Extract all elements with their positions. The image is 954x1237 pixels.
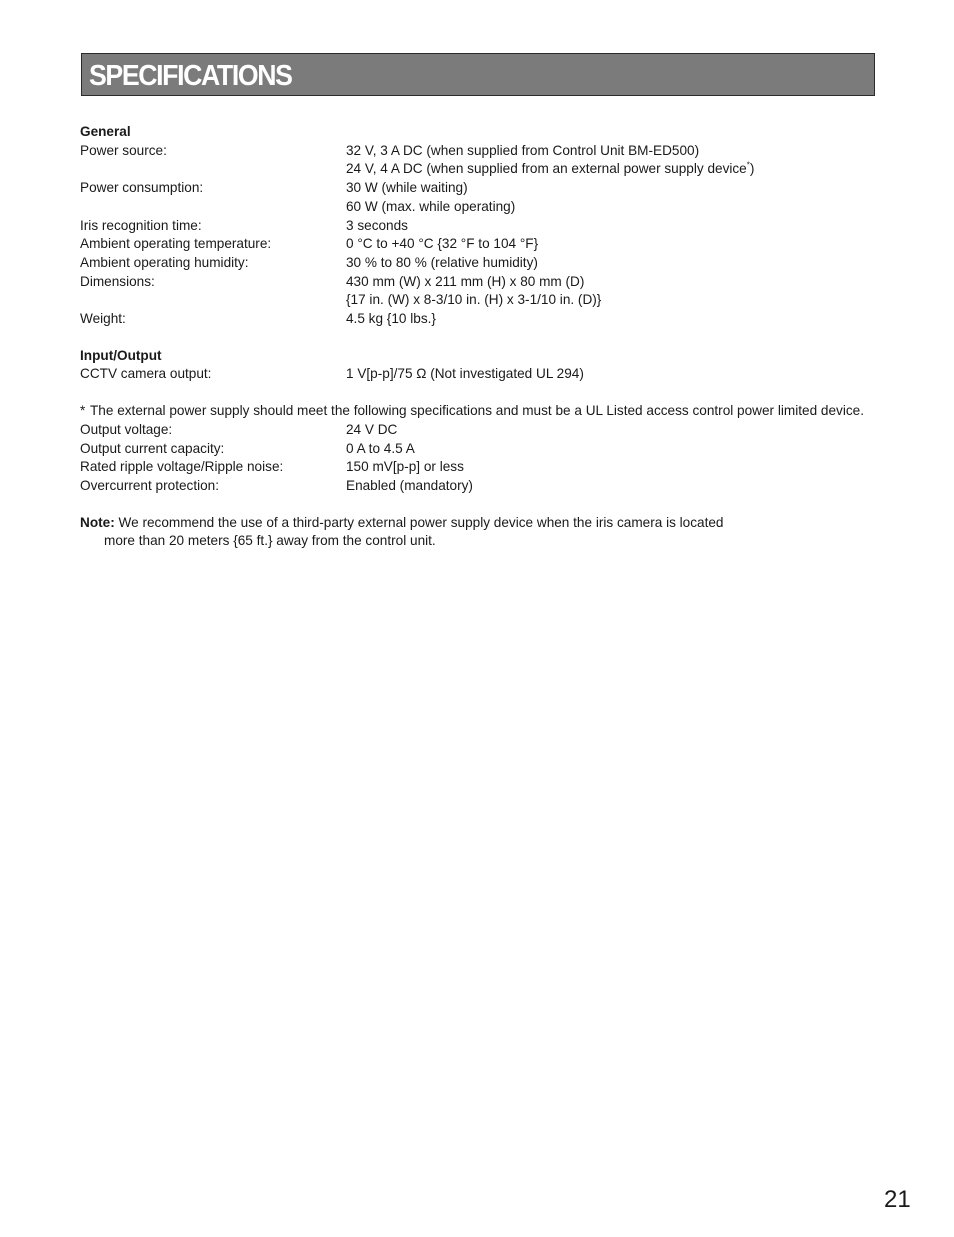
spec-row-output-current-capacity — [80, 440, 880, 459]
spec-row-output-voltage — [80, 421, 880, 440]
spec-value-line — [346, 160, 880, 179]
spec-value-line: 4.5 kg {10 lbs.} — [346, 311, 436, 327]
general-heading: General — [80, 124, 131, 139]
spec-row-operating-temperature — [80, 235, 880, 254]
spec-row-ripple-noise — [80, 458, 880, 477]
spec-value — [346, 365, 880, 384]
spec-row-cctv-camera-output — [80, 365, 880, 384]
spec-value — [346, 179, 880, 216]
footnote — [80, 402, 880, 421]
spec-value: 24 V DC — [346, 421, 398, 437]
spec-row-power-consumption — [80, 179, 880, 216]
spec-label: Rated ripple voltage/Ripple noise: — [80, 459, 284, 475]
footnote-text: The external power supply should meet the following specifications and must be a UL Listed access control power limited device. — [90, 403, 864, 419]
spec-value — [346, 142, 880, 179]
note-line: more than 20 meters {65 ft.} away from the control unit. — [104, 533, 436, 549]
spec-row-overcurrent-protection — [80, 477, 880, 496]
spec-label: Weight: — [80, 311, 126, 327]
spec-row-iris-recognition-time — [80, 217, 880, 236]
spec-row-dimensions — [80, 273, 880, 310]
spec-label: CCTV camera output: — [80, 366, 212, 382]
spec-label: Iris recognition time: — [80, 217, 202, 233]
spec-label: Overcurrent protection: — [80, 477, 220, 493]
note-line — [80, 514, 880, 533]
section-header-bar — [81, 53, 875, 96]
note-label: Note: — [80, 514, 115, 530]
spec-value — [346, 273, 880, 310]
footnote-marker: * — [746, 160, 750, 170]
note-text: We recommend the use of a third-party external power supply device when the iris camera is located — [118, 514, 724, 530]
spec-value — [346, 235, 880, 254]
spec-value-line: 30 % to 80 % (relative humidity) — [346, 254, 538, 270]
spec-value — [346, 217, 880, 236]
section-spacer — [80, 329, 880, 347]
spec-value: 0 A to 4.5 A — [346, 440, 415, 456]
spec-label: Ambient operating temperature: — [80, 236, 272, 252]
spec-value: 150 mV[p-p] or less — [346, 459, 464, 475]
spec-label: Power consumption: — [80, 180, 204, 196]
spec-label: Ambient operating humidity: — [80, 254, 249, 270]
spec-row-power-source — [80, 142, 880, 179]
spec-value — [346, 310, 880, 329]
spec-value-line: 30 W (while waiting) — [346, 180, 468, 196]
page-title: SPECIFICATIONS — [89, 60, 292, 92]
spec-value-line: 430 mm (W) x 211 mm (H) x 80 mm (D) — [346, 273, 585, 289]
spec-value-line: 1 V[p-p]/75 Ω (Not investigated UL 294) — [346, 366, 584, 382]
spec-label: Output voltage: — [80, 421, 173, 437]
section-spacer — [80, 496, 880, 514]
spec-row-weight — [80, 310, 880, 329]
section-spacer — [80, 384, 880, 402]
spec-value-line: 60 W (max. while operating) — [346, 198, 516, 214]
spec-value-line: 0 °C to +40 °C {32 °F to 104 °F} — [346, 236, 539, 252]
note — [80, 514, 880, 551]
spec-label: Output current capacity: — [80, 440, 225, 456]
spec-value-suffix: ) — [749, 161, 755, 177]
footnote-asterisk: * — [80, 403, 86, 419]
spec-value-line: {17 in. (W) x 8-3/10 in. (H) x 3-1/10 in. (D)} — [346, 292, 602, 308]
specifications-content — [80, 123, 880, 551]
page-number: 21 — [884, 1186, 911, 1213]
spec-label: Dimensions: — [80, 273, 155, 289]
spec-value-text: 24 V, 4 A DC (when supplied from an external power supply device — [346, 161, 747, 177]
spec-value: Enabled (mandatory) — [346, 477, 473, 493]
spec-value-line: 32 V, 3 A DC (when supplied from Control Unit BM-ED500) — [346, 142, 700, 158]
input-output-heading: Input/Output — [80, 347, 162, 363]
spec-label: Power source: — [80, 142, 167, 158]
spec-value-line: 3 seconds — [346, 217, 408, 233]
spec-row-operating-humidity — [80, 254, 880, 273]
spec-value — [346, 254, 880, 273]
